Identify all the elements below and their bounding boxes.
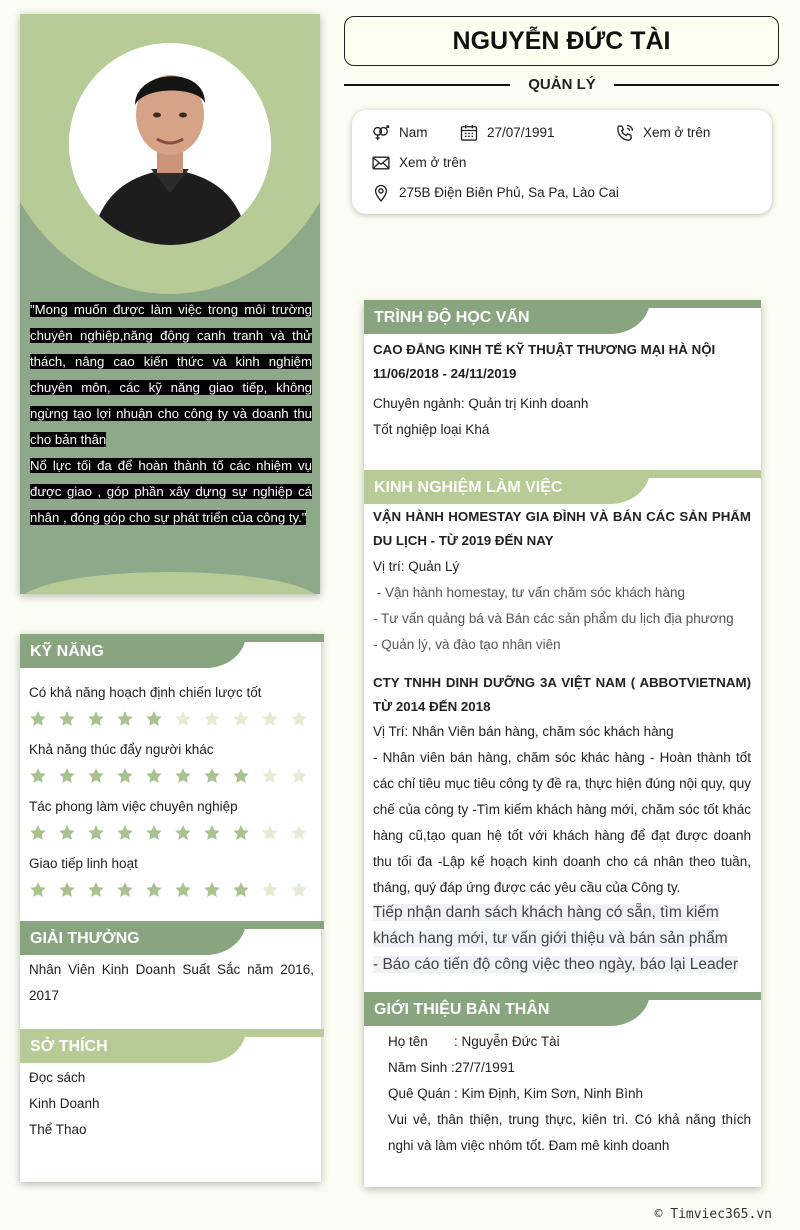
birthday-value: 27/07/1991 [487,125,555,140]
star-empty-icon [261,767,279,785]
experience-header [364,470,761,504]
skills-header [20,634,324,668]
star-filled-icon [58,881,76,899]
phone-value: Xem ở trên [643,125,711,140]
star-filled-icon [58,767,76,785]
star-filled-icon [29,710,47,728]
job2-description: - Nhân viên bán hàng, chăm sóc khác hàng - Hoàn thành tốt các chỉ tiêu mục tiêu công ty đề ra, thực hiện đúng nội quy, quy chế của công ty -Tìm kiếm khách hàng mới, chăm sóc tốt khác hàng cũ,tạo quan hệ tốt với khách hàng để đạt được doanh thu tối đa -Lập kế hoạch kinh doanh cho cá nhân theo tuần, tháng, quý đáp ứng được các yêu cầu của Công ty. [373,750,751,895]
hobby-item-3: Thể Thao [29,1122,87,1137]
education-grade: Tốt nghiệp loại Khá [373,422,490,437]
objective-text-1: "Mong muốn được làm việc trong môi trường chuyên nghiệp,năng động canh tranh và thử thách, nâng cao kiến thức và kinh nghiệm chuyên môn, các kỹ năng giao tiếp, không ngừng tạo lợi nhuận cho công ty và doanh thu cho bản thân [30,302,312,447]
awards-header [20,921,324,955]
star-filled-icon [145,824,163,842]
profile-bottom-arc [20,572,320,594]
star-filled-icon [29,824,47,842]
career-objective [30,297,312,531]
star-filled-icon [232,881,250,899]
job2-title: CTY TNHH DINH DƯỠNG 3A VIỆT NAM ( ABBOTVIETNAM) TỪ 2014 ĐẾN 2018 [373,675,751,714]
skill-rating-3 [29,824,308,842]
star-empty-icon [290,710,308,728]
hobby-item-1: Đọc sách [29,1070,86,1085]
profile-card [20,14,320,594]
job1-duty-2: - Tư vấn quảng bá và Bán các sản phẩm du lịch địa phương [373,611,734,626]
star-filled-icon [232,767,250,785]
job1-duty-3: - Quản lý, và đào tạo nhân viên [373,637,561,652]
star-empty-icon [203,710,221,728]
contact-birthday [459,123,555,143]
about-hometown: Quê Quán : Kim Định, Kim Sơn, Ninh Bình [388,1086,643,1101]
skill-label-3: Tác phong làm việc chuyên nghiệp [29,799,238,814]
star-filled-icon [29,881,47,899]
star-filled-icon [232,824,250,842]
job1-position: Vị trí: Quản Lý [373,559,460,574]
job2-extra-2-text: - Báo cáo tiến độ công việc theo ngày, báo lại Leader [373,956,739,973]
email-value: Xem ở trên [399,155,467,170]
star-filled-icon [87,710,105,728]
star-filled-icon [29,767,47,785]
job2-extra-1-text: Tiếp nhận danh sách khách hàng có sẵn, tìm kiếm khách hang mới, tư vấn giới thiệu và bán sản phẩm [373,904,728,947]
gender-icon [371,123,391,143]
about-name: Họ tên : Nguyễn Đức Tài [388,1034,560,1049]
star-empty-icon [290,767,308,785]
about-heading: GIỚI THIỆU BẢN THÂN [364,992,650,1026]
star-empty-icon [290,881,308,899]
hobbies-header [20,1029,324,1063]
star-empty-icon [232,710,250,728]
avatar [69,43,271,245]
skill-label-2: Khả năng thúc đẩy người khác [29,742,214,757]
about-personality: Vui vẻ, thân thiện, trung thực, kiên trì. Có khả năng thích nghi và làm việc nhóm tốt. Đam mê kinh doanh [388,1112,751,1153]
phone-icon [615,123,635,143]
star-empty-icon [261,824,279,842]
awards-heading: GIẢI THƯỞNG [20,921,246,955]
job-title: QUẢN LÝ [510,74,614,96]
star-filled-icon [203,767,221,785]
email-icon [371,153,391,173]
education-school: CAO ĐẲNG KINH TẾ KỸ THUẬT THƯƠNG MẠI HÀ NỘI [373,342,716,357]
footer-copyright: © Timviec365.vn [654,1207,772,1222]
job2-extra-2 [373,952,738,978]
gender-value: Nam [399,125,428,140]
skill-rating-1 [29,710,308,728]
job2-position: Vị Trí: Nhân Viên bán hàng, chăm sóc khách hàng [373,724,674,739]
candidate-name: NGUYỄN ĐỨC TÀI [344,16,779,66]
contact-gender [371,123,428,143]
star-filled-icon [145,767,163,785]
education-major: Chuyên ngành: Quản trị Kinh doanh [373,396,589,411]
location-pin-icon [371,183,391,203]
star-filled-icon [116,710,134,728]
contact-address [371,183,619,203]
star-filled-icon [203,824,221,842]
skills-heading: KỸ NĂNG [20,634,246,668]
calendar-icon [459,123,479,143]
education-header [364,300,761,334]
about-header [364,992,761,1026]
hobbies-heading: SỞ THÍCH [20,1029,246,1063]
star-empty-icon [174,710,192,728]
contact-email [371,153,466,173]
job1-duty-1: - Vận hành homestay, tư vấn chăm sóc khách hàng [373,585,685,600]
star-filled-icon [174,767,192,785]
education-heading: TRÌNH ĐỘ HỌC VẤN [364,300,650,334]
about-birth: Năm Sinh :27/7/1991 [388,1060,515,1075]
star-filled-icon [87,881,105,899]
star-filled-icon [58,710,76,728]
star-filled-icon [174,824,192,842]
awards-text: Nhân Viên Kinh Doanh Suất Sắc năm 2016, 2017 [29,962,314,1003]
star-filled-icon [145,881,163,899]
skill-label-1: Có khả năng hoạch định chiến lược tốt [29,685,262,700]
star-filled-icon [116,767,134,785]
avatar-portrait-icon [69,43,271,245]
experience-heading: KINH NGHIỆM LÀM VIỆC [364,470,650,504]
star-filled-icon [116,824,134,842]
star-filled-icon [116,881,134,899]
star-filled-icon [174,881,192,899]
star-filled-icon [203,881,221,899]
star-filled-icon [87,824,105,842]
star-filled-icon [145,710,163,728]
job2-extra-1 [373,900,751,952]
star-empty-icon [261,710,279,728]
objective-text-2: Nổ lực tối đa để hoàn thành tố các nhiệm vụ được giao , góp phần xây dựng sự nghiệp cá nhân , đóng góp cho sự phát triển của công ty." [30,458,312,525]
education-period: 11/06/2018 - 24/11/2019 [373,366,517,381]
skill-rating-4 [29,881,308,899]
star-empty-icon [290,824,308,842]
skill-label-4: Giao tiếp linh hoạt [29,856,138,871]
star-filled-icon [58,824,76,842]
contact-phone [615,123,710,143]
hobby-item-2: Kinh Doanh [29,1096,100,1111]
job1-title: VẬN HÀNH HOMESTAY GIA ĐÌNH VÀ BÁN CÁC SẢN PHẨM DU LỊCH - TỪ 2019 ĐẾN NAY [373,509,751,548]
star-empty-icon [261,881,279,899]
skill-rating-2 [29,767,308,785]
address-value: 275B Điện Biên Phủ, Sa Pa, Lào Cai [399,185,619,200]
star-filled-icon [87,767,105,785]
